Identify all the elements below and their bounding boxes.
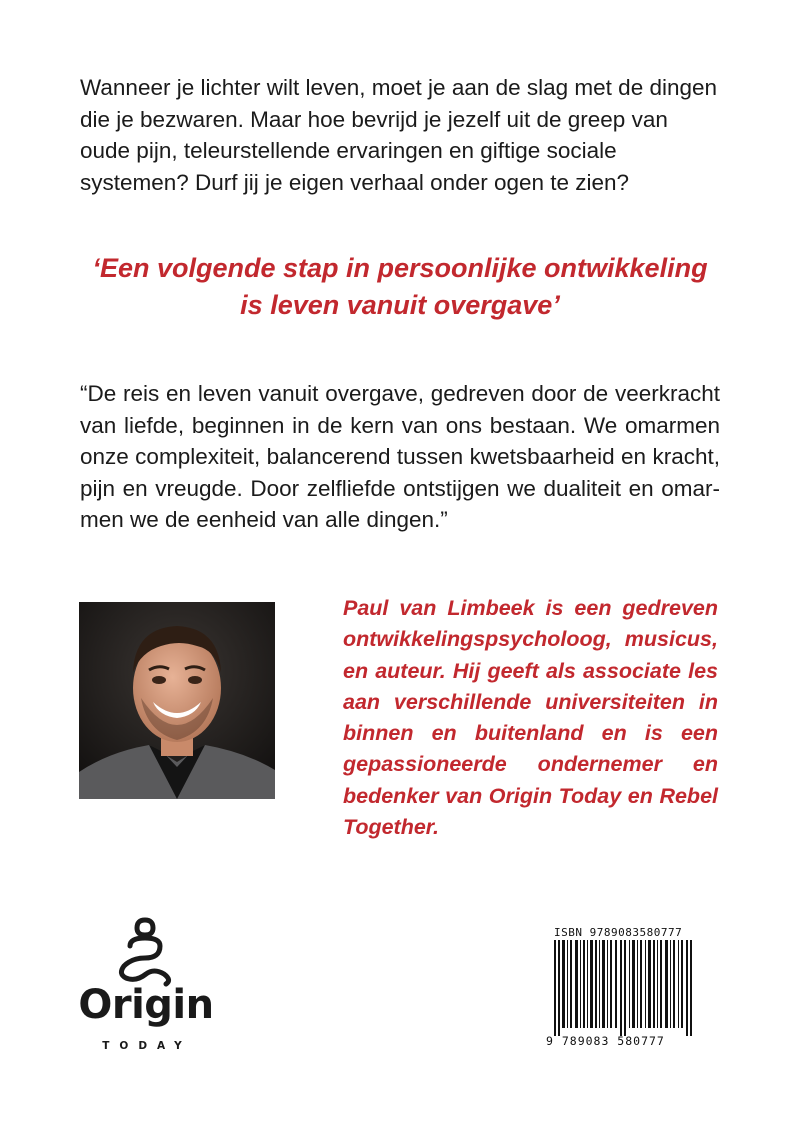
publisher-logo: [78, 916, 218, 1056]
blurb-quote: “De reis en leven vanuit overgave, gedreven door de veerkracht van liefde, beginnen in de kern van ons bestaan. We omarmen onze complexiteit, balancerend tussen kwetsbaarheid en kracht, pijn en vreugde. Door zelfliefde ontstijgen we dualiteit en omarmen we de eenheid van alle dingen.”: [80, 381, 720, 532]
intro-paragraph: Wanneer je lichter wilt leven, moet je aan de slag met de dingen die je bezwaren. Maar hoe bevrijd je jezelf uit de greep van oude pijn, teleurstellende ervaringen en giftige sociale systemen? Durf jij je eigen verhaal onder ogen te zien?: [80, 75, 718, 195]
isbn-barcode: [540, 922, 700, 1054]
highlight-quote-line-2: is leven vanuit overgave’: [240, 290, 560, 320]
highlight-quote: [60, 250, 740, 324]
meditating-figure-icon: [110, 916, 180, 988]
publisher-name: Origin: [78, 982, 214, 1028]
highlight-quote-line-1: ‘Een volgende stap in persoonlijke ontwikkeling: [92, 253, 708, 283]
author-bio: Paul van Limbeek is een gedreven ontwikkelingspsycholoog, musicus, en auteur. Hij geeft als associate les aan verschillende universiteiten in binnen en buitenland en is een gepassioneerde ondernemer en bedenker van Origin Today en Rebel Together.: [343, 596, 718, 840]
barcode-bars-icon: [554, 940, 694, 1036]
author-photo: [79, 602, 275, 799]
author-portrait-icon: [79, 602, 275, 799]
publisher-tagline: TODAY: [102, 1040, 192, 1052]
isbn-digits: 9 789083 580777: [546, 1034, 665, 1048]
isbn-label: ISBN 9789083580777: [554, 926, 683, 939]
